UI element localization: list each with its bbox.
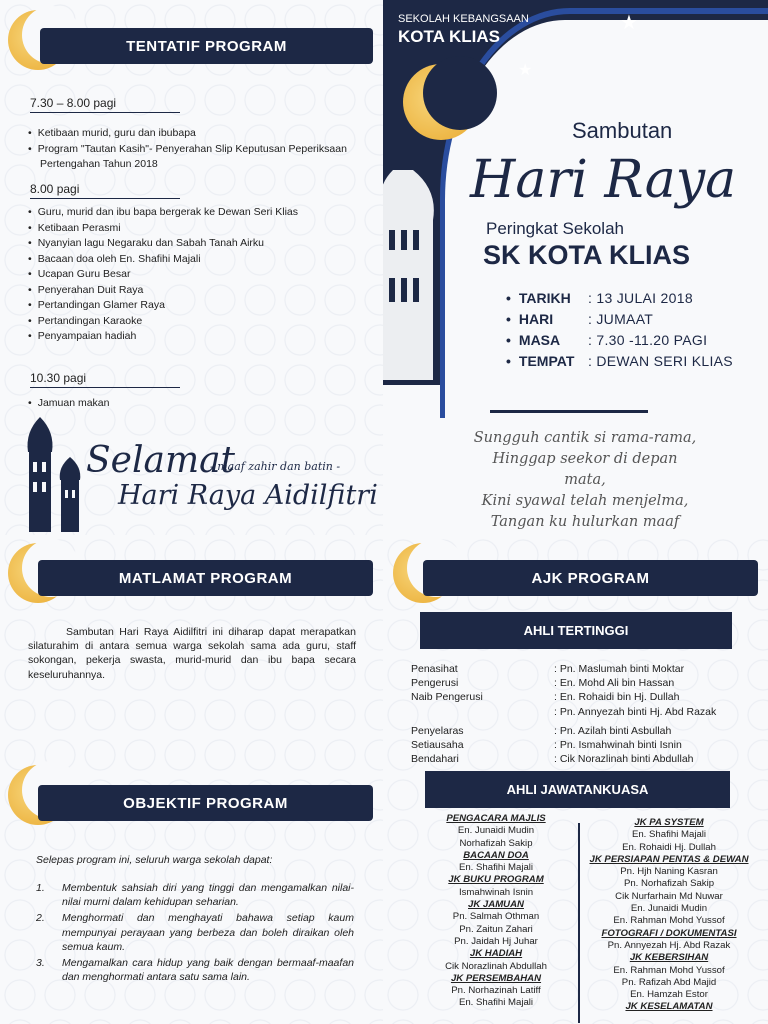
col-item: Pn. Norhazinah Latiff xyxy=(451,985,541,997)
col-item: JK HADIAH xyxy=(469,948,523,960)
list-item xyxy=(36,881,354,909)
ajk-column-2 xyxy=(579,817,759,1014)
info-key: • MASA xyxy=(506,332,588,348)
col-item: En. Hamzah Estor xyxy=(630,989,708,1001)
ajk-name: : En. Rohaidi bin Hj. Dullah xyxy=(554,691,680,704)
item-text: Menghormati dan menghayati bahawa setiap kaum mempunyai perayaan yang berbeza dan boleh diraikan oleh semua kaum. xyxy=(62,912,354,953)
time-2: 8.00 pagi xyxy=(30,182,180,199)
ajk-row xyxy=(411,662,756,676)
poem-line: Hinggap seekor di depan mata, xyxy=(492,451,678,488)
ajk-name: : Pn. Maslumah binti Moktar xyxy=(554,663,685,675)
col-item: Ismahwinah Isnin xyxy=(458,886,534,898)
item-text: Mengamalkan cara hidup yang baik dengan bermaaf-maafan dan menghormati antara satu sama lain. xyxy=(62,957,354,984)
ajk-name: : En. Mohd Ali bin Hassan xyxy=(554,677,675,690)
col-item: Pn. Rafizah Abd Majid xyxy=(621,976,717,988)
col-item: En. Rahman Mohd Yussof xyxy=(613,964,725,976)
col-item: Pn. Norhafizah Sakip xyxy=(623,878,715,890)
col-item: En. Junaidi Mudin xyxy=(630,903,708,915)
list-item: • Ketibaan Perasmi xyxy=(28,221,338,237)
item-number: 1. xyxy=(36,882,45,894)
ajk-row xyxy=(411,676,756,690)
col-item: Cik Norazlinah Abdullah xyxy=(445,960,547,972)
time-3: 10.30 pagi xyxy=(30,371,180,388)
col-item: JK KEBERSIHAN xyxy=(629,952,709,964)
banner-tentatif: TENTATIF PROGRAM xyxy=(40,28,373,64)
col-item: JK PERSIAPAN PENTAS & DEWAN xyxy=(589,853,749,865)
greeting-selamat: Selamat xyxy=(86,440,236,481)
moon-mask xyxy=(423,56,497,130)
ajk-column-1 xyxy=(421,813,571,1010)
info-row xyxy=(506,329,733,350)
list-item xyxy=(36,911,354,954)
col-item: En. Shafihi Majali xyxy=(458,997,534,1009)
ahli-tertinggi-box: AHLI TERTINGGI xyxy=(420,612,732,649)
ajk-role xyxy=(411,705,554,719)
banner-matlamat: MATLAMAT PROGRAM xyxy=(38,560,373,596)
ajk-name: : Pn. Annyezah binti Hj. Abd Razak xyxy=(554,705,717,718)
col-item: En. Shafihi Majali xyxy=(458,862,534,874)
ajk-role: Setiausaha xyxy=(411,739,464,752)
tertinggi-list xyxy=(411,662,756,766)
info-value: : 7.30 -11.20 PAGI xyxy=(588,331,708,348)
matlamat-text: Sambutan Hari Raya Aidilfitri ini diharap dapat merapatkan silaturahim di antara semua warga sekolah sama ada guru, staff sokongan, pekerja swasta, murid-murid dan ibu bapa secara keseluruhannya. xyxy=(28,626,356,681)
item-number: 2. xyxy=(36,912,45,925)
col-item: Pn. Salmah Othman xyxy=(452,911,540,923)
ajk-row xyxy=(411,690,756,704)
divider xyxy=(490,410,648,413)
info-row xyxy=(506,308,733,329)
star-icon: ★ xyxy=(518,62,533,79)
col-item: JK JAMUAN xyxy=(468,899,524,911)
ajk-role: Bendahari xyxy=(411,753,459,766)
col-item: Pn. Jaidah Hj Juhar xyxy=(454,935,538,947)
col-item: JK BUKU PROGRAM xyxy=(448,874,544,886)
col-item: Cik Nurfarhain Md Nuwar xyxy=(615,890,723,902)
col-item: Pn. Zaitun Zahari xyxy=(459,923,533,935)
info-key: • TARIKH xyxy=(506,290,588,306)
list-item: • Penyampaian hadiah xyxy=(28,329,338,345)
panel-tentatif xyxy=(0,0,383,535)
ajk-row xyxy=(411,705,756,719)
col-item: JK PA SYSTEM xyxy=(634,817,704,828)
list-item: • Program "Tautan Kasih"- Penyerahan Slip Keputusan Peperiksaan Pertengahan Tahun 2018 xyxy=(28,142,348,173)
info-value: : DEWAN SERI KLIAS xyxy=(588,352,733,369)
ajk-role: Pengerusi xyxy=(411,677,459,690)
col-item: JK PERSEMBAHAN xyxy=(450,972,542,984)
col-item: En. Junaidi Mudin xyxy=(457,825,535,837)
info-row xyxy=(506,287,733,308)
objektif-list xyxy=(36,881,354,986)
col-item: Norhafizah Sakip xyxy=(459,837,533,849)
greeting-note: - maaf zahir dan batin - xyxy=(210,460,341,473)
ajk-row xyxy=(411,752,756,766)
ajk-role: Penyelaras xyxy=(411,724,464,737)
list-item xyxy=(36,956,354,984)
poem-line: Sungguh cantik si rama-rama, xyxy=(473,430,697,446)
school-big: KOTA KLIAS xyxy=(398,27,500,46)
col-item: FOTOGRAFI / DOKUMENTASI xyxy=(601,927,737,939)
ajk-name: : Pn. Ismahwinah binti Isnin xyxy=(554,739,682,752)
list-section-1 xyxy=(28,126,348,173)
list-item: • Jamuan makan xyxy=(28,396,328,412)
list-section-2 xyxy=(28,205,338,345)
banner-ajk: AJK PROGRAM xyxy=(423,560,758,596)
list-item: • Pertandingan Glamer Raya xyxy=(28,298,338,314)
list-item: • Ucapan Guru Besar xyxy=(28,267,338,283)
list-item: • Pertandingan Karaoke xyxy=(28,314,338,330)
info-key: • TEMPAT xyxy=(506,353,588,369)
col-item: JK KESELAMATAN xyxy=(625,1001,713,1013)
list-item: • Bacaan doa oleh En. Shafihi Majali xyxy=(28,252,338,268)
list-item: • Ketibaan murid, guru dan ibubapa xyxy=(28,126,348,142)
list-item: • Nyanyian lagu Negaraku dan Sabah Tanah Airku xyxy=(28,236,338,252)
star-icon: ★ xyxy=(620,12,638,34)
col-item: En. Shafihi Majali xyxy=(631,829,707,841)
col-item: PENGACARA MAJLIS xyxy=(446,813,546,824)
title-hari-raya: Hari Raya xyxy=(470,150,737,210)
col-item: En. Rahman Mohd Yussof xyxy=(613,915,725,927)
info-value: : 13 JULAI 2018 xyxy=(588,289,693,306)
time-1: 7.30 – 8.00 pagi xyxy=(30,96,180,113)
event-info xyxy=(506,287,733,371)
mosque-icon xyxy=(383,160,443,380)
list-item: • Penyerahan Duit Raya xyxy=(28,283,338,299)
objektif-intro: Selepas program ini, seluruh warga sekolah dapat: xyxy=(36,854,273,866)
ajk-name: : Cik Norazlinah binti Abdullah xyxy=(554,753,694,766)
info-key: • HARI xyxy=(506,311,588,327)
col-item: En. Rohaidi Hj. Dullah xyxy=(622,841,716,853)
title-sk: SK KOTA KLIAS xyxy=(483,240,690,270)
title-peringkat: Peringkat Sekolah xyxy=(486,219,624,238)
greeting-hari-raya: Hari Raya Aidilfitri xyxy=(118,480,378,511)
mosque-icon xyxy=(20,412,85,532)
item-number: 3. xyxy=(36,957,45,970)
col-item: Pn. Hjh Naning Kasran xyxy=(620,866,718,878)
title-sambutan: Sambutan xyxy=(572,118,673,143)
ajk-row xyxy=(411,738,756,752)
col-item: BACAAN DOA xyxy=(463,849,529,861)
list-section-3 xyxy=(28,396,328,412)
ahli-jawatankuasa-box: AHLI JAWATANKUASA xyxy=(425,771,730,808)
school-small: SEKOLAH KEBANGSAAN xyxy=(398,13,529,25)
list-item: • Guru, murid dan ibu bapa bergerak ke Dewan Seri Klias xyxy=(28,205,338,221)
ajk-row xyxy=(411,724,756,738)
panel-ajk xyxy=(383,535,768,1024)
item-text: Membentuk sahsiah diri yang tinggi dan mengamalkan nilai-nilai murni dalam kehidupan seharian. xyxy=(62,882,354,909)
poem-line: Kini syawal telah menjelma, xyxy=(481,493,689,509)
banner-objektif: OBJEKTIF PROGRAM xyxy=(38,785,373,821)
ajk-role: Naib Pengerusi xyxy=(411,691,483,704)
ajk-role: Penasihat xyxy=(411,663,458,675)
poem-line: Tangan ku hulurkan maaf xyxy=(490,514,680,530)
ajk-name: : Pn. Azilah binti Asbullah xyxy=(554,724,672,737)
col-item: Pn. Annyezah Hj. Abd Razak xyxy=(607,939,731,951)
info-value: : JUMAAT xyxy=(588,310,654,327)
panel-matlamat xyxy=(0,535,383,1024)
info-row xyxy=(506,350,733,371)
